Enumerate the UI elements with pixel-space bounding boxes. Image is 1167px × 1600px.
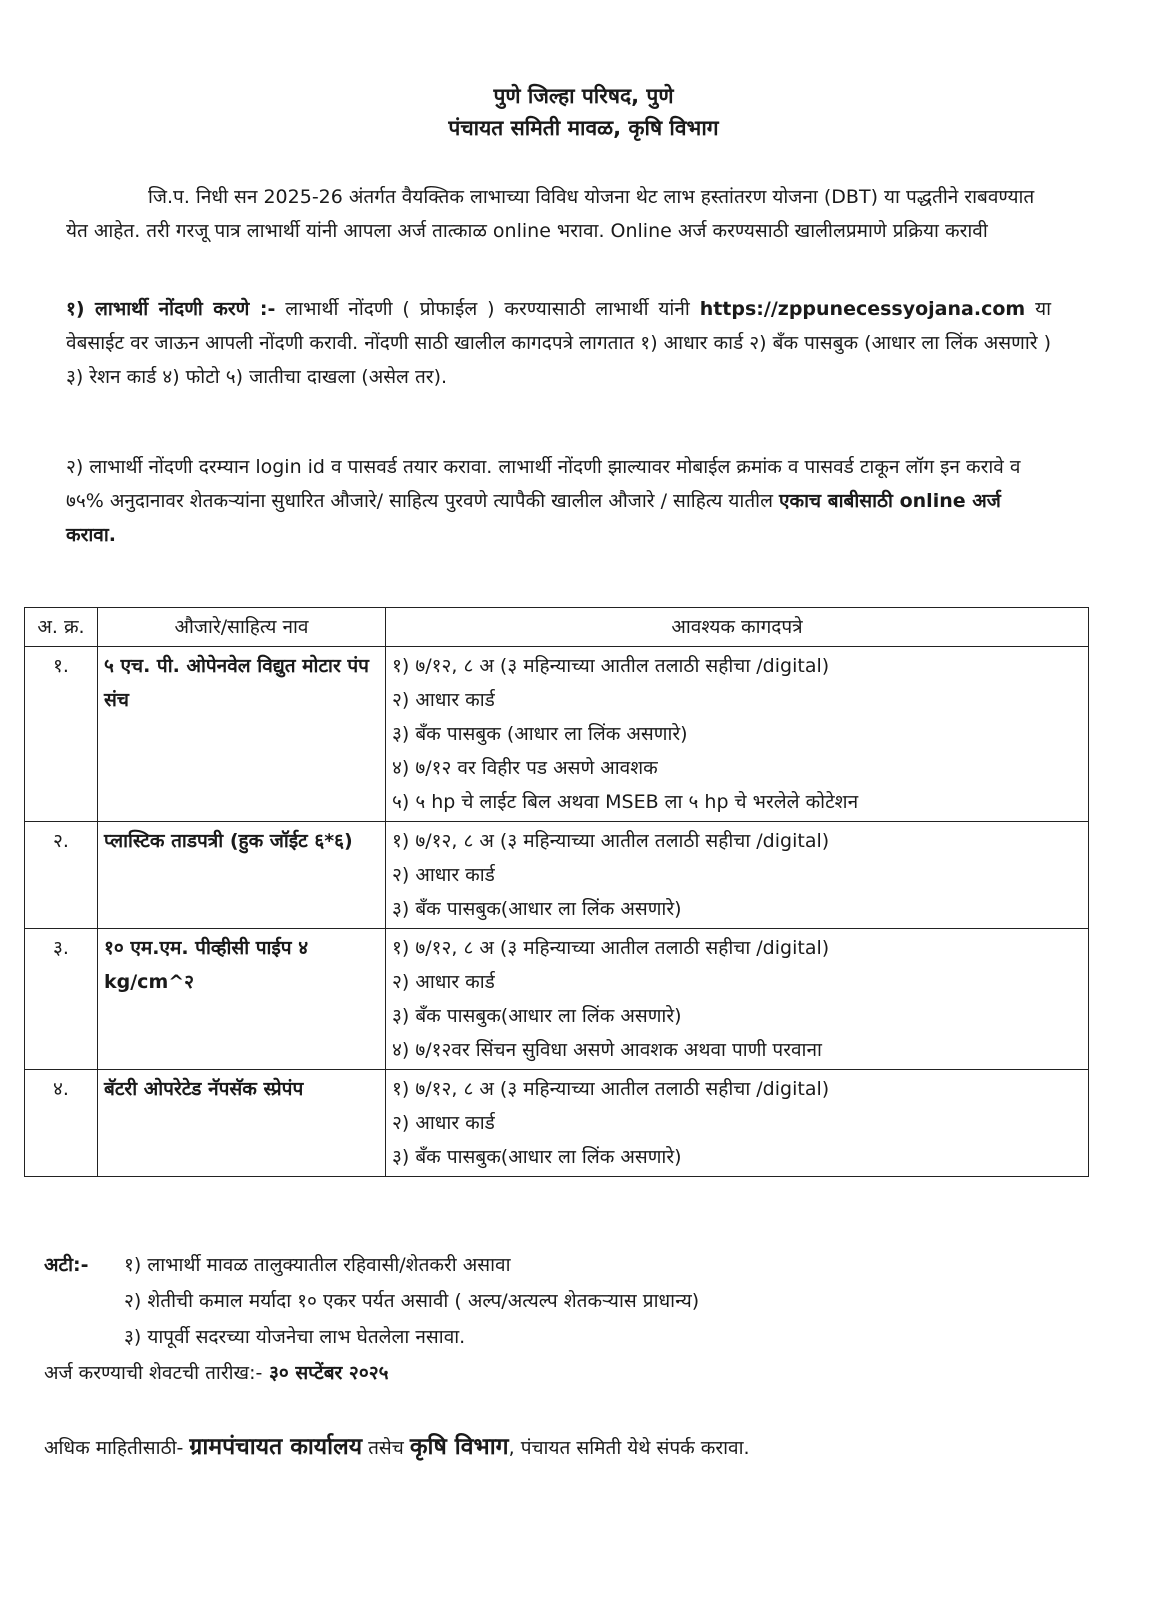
document-item: ३) बँक पासबुक(आधार ला लिंक असणारे) xyxy=(392,898,682,920)
row-item-name: प्लास्टिक ताडपत्री (हुक जॉईट ६*६) xyxy=(98,822,386,929)
footer-prefix: अधिक माहितीसाठी- xyxy=(44,1437,190,1459)
document-item: १) ७/१२, ८ अ (३ महिन्याच्या आतील तलाठी सहीचा /digital) xyxy=(392,937,830,959)
deadline-date: ३० सप्टेंबर २०२५ xyxy=(262,1362,389,1384)
row-documents xyxy=(386,647,1089,822)
footer-dept: कृषि विभाग xyxy=(409,1434,509,1460)
table-row xyxy=(25,1070,1089,1177)
row-documents xyxy=(386,1070,1089,1177)
deadline-line xyxy=(44,1359,388,1385)
row-serial: ३. xyxy=(25,929,98,1070)
header-subtitle: पंचायत समिती मावळ, कृषि विभाग xyxy=(448,116,719,140)
step2-bold: एकाच बाबीसाठी online अर्ज करावा. xyxy=(66,490,1001,546)
table-row xyxy=(25,822,1089,929)
step1-heading: १) लाभार्थी नोंदणी करणे :- xyxy=(66,298,276,320)
document-item: १) ७/१२, ८ अ (३ महिन्याच्या आतील तलाठी सहीचा /digital) xyxy=(392,1078,830,1100)
header-serial: अ. क्र. xyxy=(25,608,98,647)
row-item-name: १० एम.एम. पीव्हीसी पाईप ४ kg/cm^२ xyxy=(98,929,386,1070)
document-item: २) आधार कार्ड xyxy=(392,971,495,993)
row-serial: ४. xyxy=(25,1070,98,1177)
document-item: ५) ५ hp चे लाईट बिल अथवा MSEB ला ५ hp चे भरलेले कोटेशन xyxy=(392,791,859,813)
step2-paragraph xyxy=(66,450,1051,552)
document-item: १) ७/१२, ८ अ (३ महिन्याच्या आतील तलाठी सहीचा /digital) xyxy=(392,655,830,677)
document-item: ४) ७/१२ वर विहीर पड असणे आवशक xyxy=(392,757,658,779)
conditions-label: अटी:- xyxy=(44,1254,89,1276)
document-item: ३) बँक पासबुक(आधार ला लिंक असणारे) xyxy=(392,1005,682,1027)
document-item: ३) बँक पासबुक(आधार ला लिंक असणारे) xyxy=(392,1146,682,1168)
table-row xyxy=(25,929,1089,1070)
contact-footer xyxy=(44,1429,750,1461)
conditions-block xyxy=(44,1247,699,1355)
condition-item xyxy=(44,1319,699,1355)
condition-text: ३) यापूर्वी सदरच्या योजनेचा लाभ घेतलेला नसावा. xyxy=(124,1326,466,1348)
items-table xyxy=(24,607,1089,1177)
condition-item xyxy=(44,1247,699,1283)
table-row xyxy=(25,647,1089,822)
document-item: २) आधार कार्ड xyxy=(392,689,495,711)
header-title: पुणे जिल्हा परिषद, पुणे xyxy=(493,84,674,108)
intro-paragraph: जि.प. निधी सन 2025-26 अंतर्गत वैयक्तिक लाभाच्या विविध योजना थेट लाभ हस्तांतरण योजना (DBT) या पद्धतीने राबवण्यात येत आहेत. तरी गरजू पात्र लाभार्थी यांनी आपला अर्ज तात्काळ online भरावा. Online अर्ज करण्यसाठी खालीलप्रमाणे प्रक्रिया करावी xyxy=(66,186,1035,242)
document-item: १) ७/१२, ८ अ (३ महिन्याच्या आतील तलाठी सहीचा /digital) xyxy=(392,830,830,852)
row-item-name: बॅटरी ओपरेटेड नॅपसॅक स्प्रेपंप xyxy=(98,1070,386,1177)
header-item-name: औजारे/साहित्य नाव xyxy=(98,608,386,647)
header-documents: आवश्यक कागदपत्रे xyxy=(386,608,1089,647)
row-item-name: ५ एच. पी. ओपेनवेल विद्युत मोटार पंप संच xyxy=(98,647,386,822)
condition-text: २) शेतीची कमाल मर्यादा १० एकर पर्यत असावी ( अल्प/अत्यल्प शेतकऱ्यास प्राधान्य) xyxy=(124,1290,700,1312)
row-documents xyxy=(386,822,1089,929)
document-item: २) आधार कार्ड xyxy=(392,1112,495,1134)
condition-item xyxy=(44,1283,699,1319)
row-serial: १. xyxy=(25,647,98,822)
step2-text: २) लाभार्थी नोंदणी दरम्यान login id व पासवर्ड तयार करावा. लाभार्थी नोंदणी झाल्यावर मोबाईल क्रमांक व पासवर्ड टाकून लॉग इन करावे व ७५% अनुदानावर शेतकऱ्यांना सुधारित औजारे/ साहित्य पुरवणे त्यापैकी खालील औजारे / साहित्य यातील xyxy=(66,456,1021,512)
row-documents xyxy=(386,929,1089,1070)
document-item: ३) बँक पासबुक (आधार ला लिंक असणारे) xyxy=(392,723,688,745)
footer-office: ग्रामपंचायत कार्यालय xyxy=(189,1434,363,1460)
document-item: ४) ७/१२वर सिंचन सुविधा असणे आवशक अथवा पाणी परवाना xyxy=(392,1039,822,1061)
footer-mid: तसेच xyxy=(362,1437,410,1459)
registration-url-link[interactable]: https://zppunecessyojana.com xyxy=(699,298,1026,320)
row-serial: २. xyxy=(25,822,98,929)
step1-text-b: या वेबसाईट वर जाऊन आपली नोंदणी करावी. नोंदणी साठी खालील कागदपत्रे लागतात १) आधार कार्ड २) बँक पासबुक (आधार ला लिंक असणारे ) ३) रेशन कार्ड ४) फोटो ५) जातीचा दाखला (असेल तर). xyxy=(66,298,1052,388)
deadline-label: अर्ज करण्याची शेवटची तारीख:- xyxy=(44,1362,263,1384)
condition-text: १) लाभार्थी मावळ तालुक्यातील रहिवासी/शेतकरी असावा xyxy=(124,1254,511,1276)
step1-text-a: लाभार्थी नोंदणी ( प्रोफाईल ) करण्यासाठी लाभार्थी यांनी xyxy=(275,298,700,320)
document-item: २) आधार कार्ड xyxy=(392,864,495,886)
table-header-row xyxy=(25,608,1089,647)
step1-paragraph xyxy=(66,292,1051,394)
footer-suffix: , पंचायत समिती येथे संपर्क करावा. xyxy=(508,1437,750,1459)
